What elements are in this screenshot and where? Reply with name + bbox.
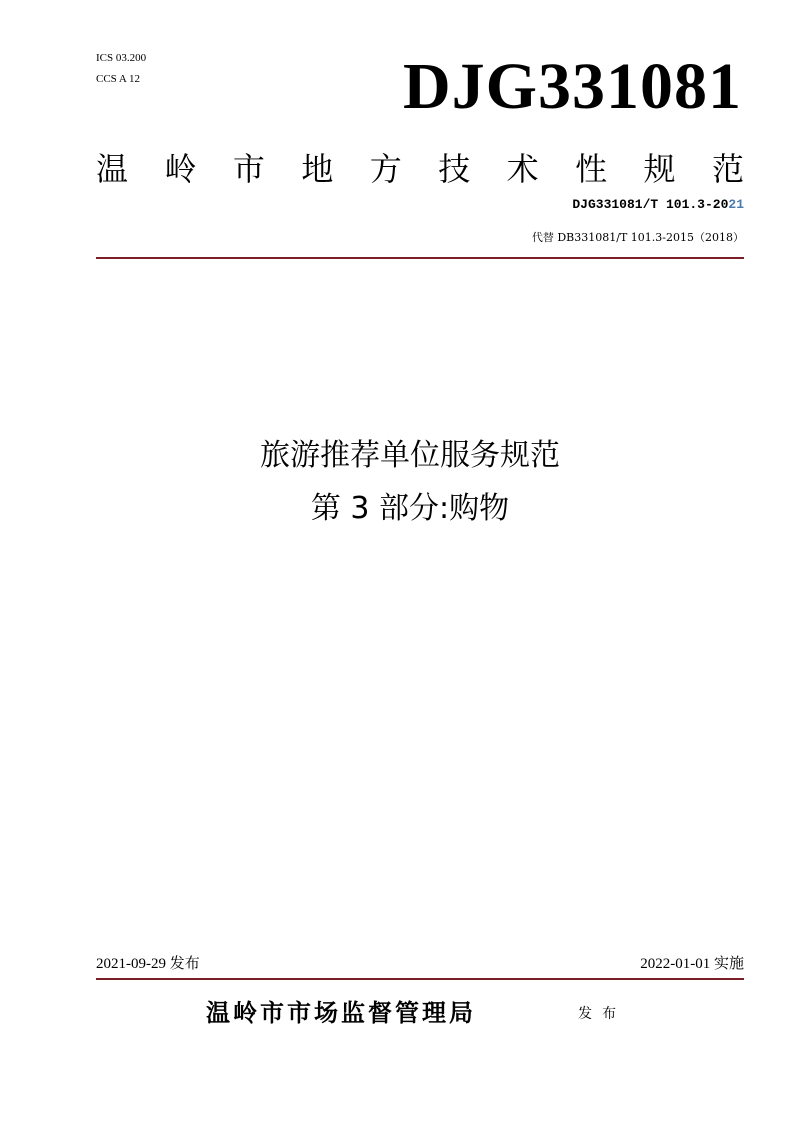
- standard-type-char: 规: [643, 150, 676, 188]
- standard-type-char: 岭: [164, 150, 197, 188]
- standard-type-heading: [96, 149, 744, 189]
- standard-type-char: 性: [575, 150, 608, 188]
- issuer-publish-word: 发布: [578, 1006, 626, 1022]
- document-subtitle: 第 3 部分:购物: [310, 491, 510, 526]
- standard-number: [572, 198, 744, 211]
- top-divider: [96, 257, 744, 259]
- publish-date: 2021-09-29 发布: [96, 956, 200, 972]
- standard-type-char: 地: [301, 150, 334, 188]
- standard-type-char: 技: [438, 150, 471, 188]
- ccs-code: CCS A 12: [96, 73, 141, 85]
- issuer-name: 温岭市市场监督管理局: [206, 999, 476, 1027]
- ics-code: ICS 03.200: [96, 52, 147, 64]
- standard-type-char: 温: [96, 150, 129, 188]
- bottom-divider: [96, 978, 744, 980]
- replaces-note: 代替 DB331081/T 101.3-2015（2018）: [531, 231, 744, 244]
- implement-date: 2022-01-01 实施: [640, 956, 744, 972]
- standard-type-char: 市: [232, 150, 265, 188]
- standard-number-main: DJG331081/T 101.3-20: [572, 197, 729, 212]
- standard-code-large: DJG331081: [403, 50, 742, 123]
- document-title: 旅游推荐单位服务规范: [260, 438, 560, 473]
- standard-type-char: 术: [506, 150, 539, 188]
- standard-type-char: 方: [369, 150, 402, 188]
- standard-number-tail: 21: [728, 197, 744, 212]
- standard-type-char: 范: [711, 150, 744, 188]
